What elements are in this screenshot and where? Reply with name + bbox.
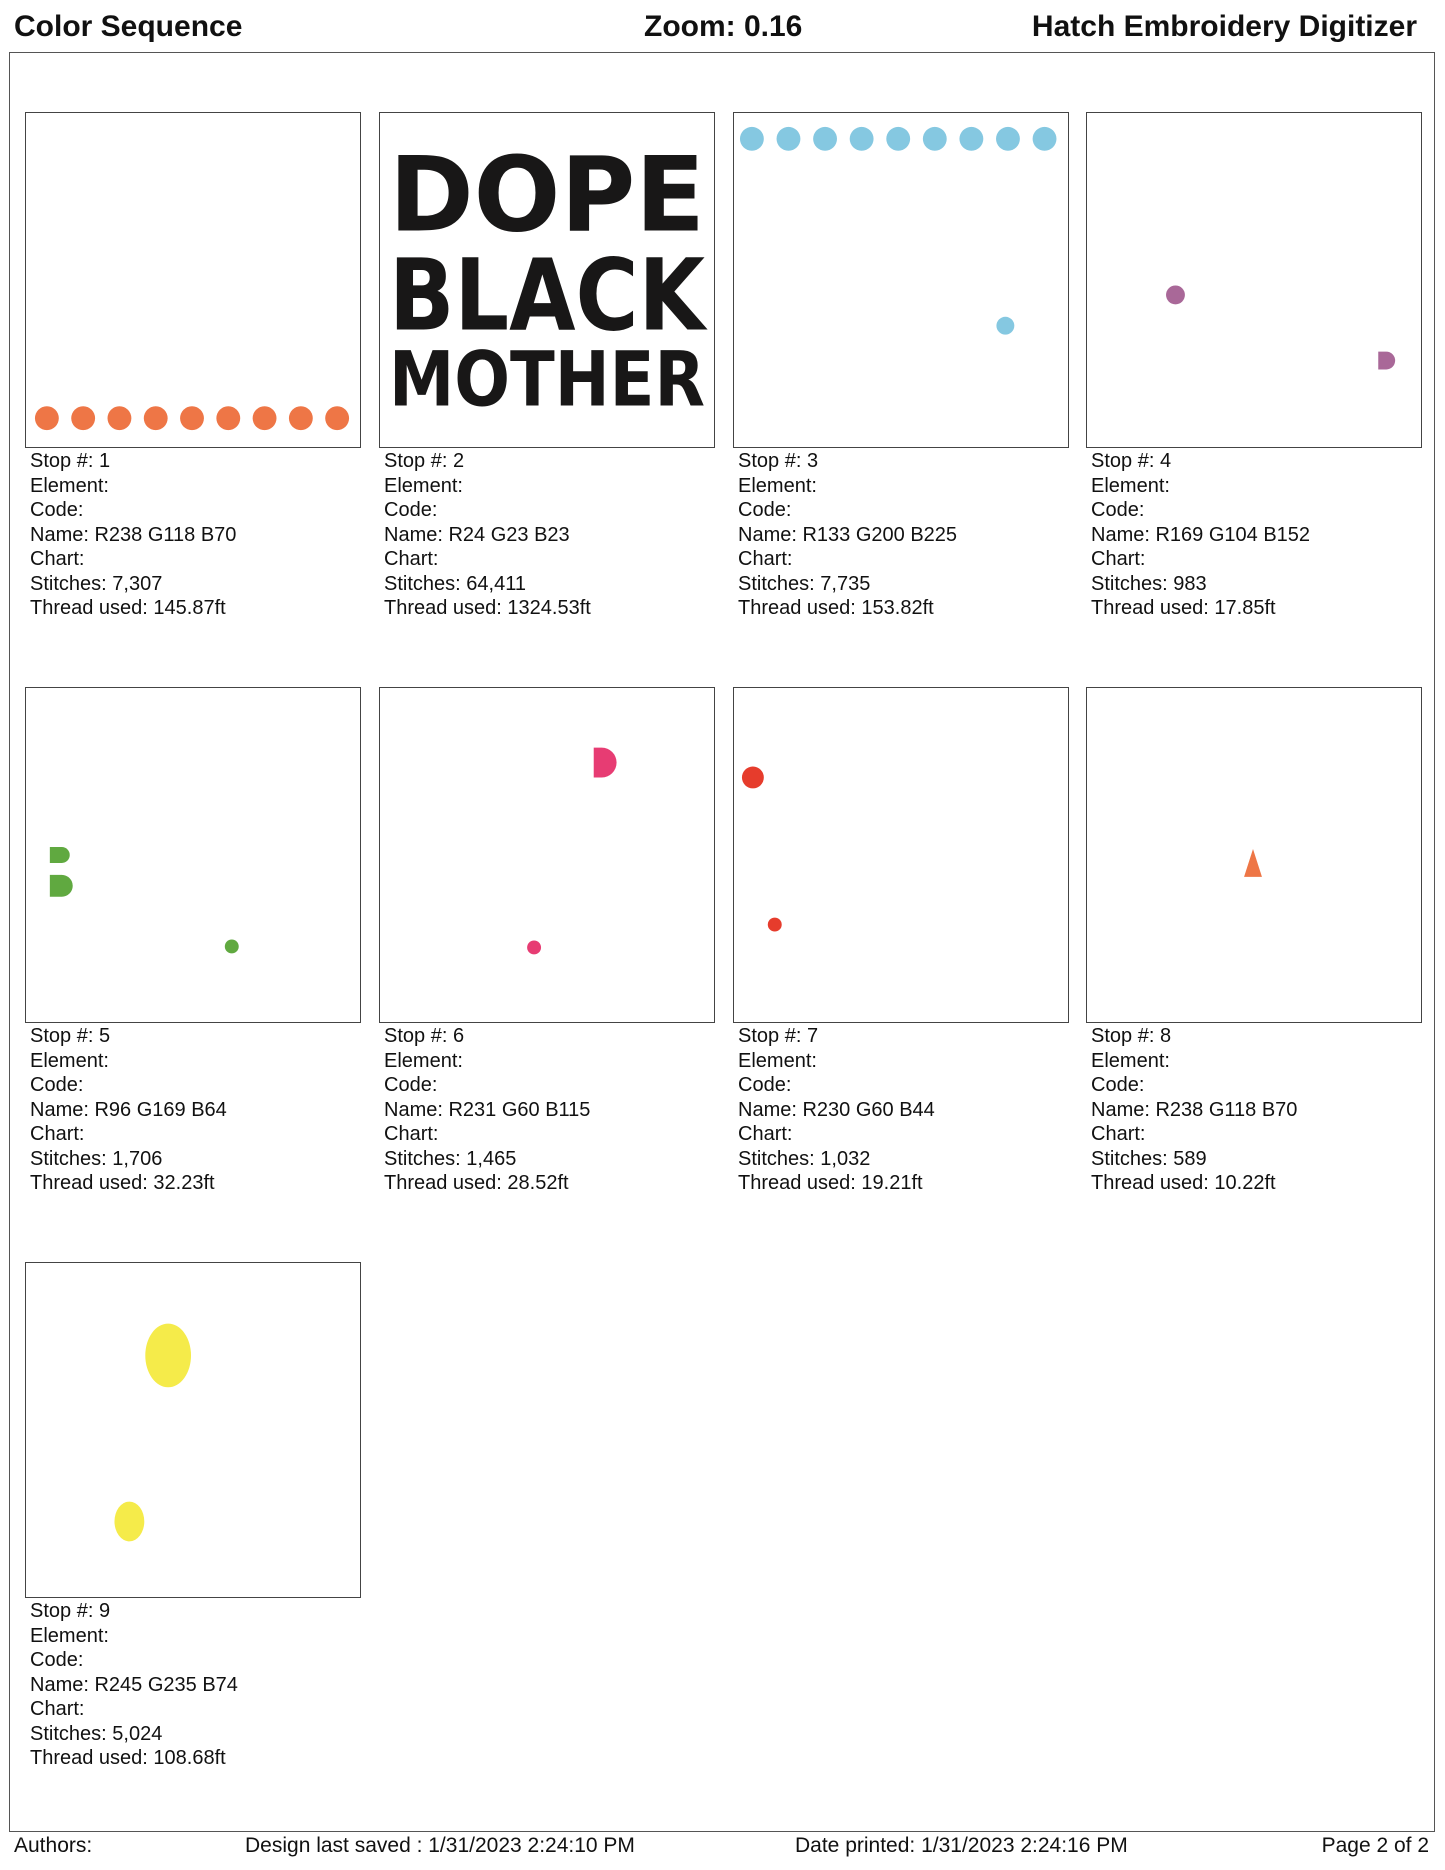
stitch-dot: [850, 127, 874, 151]
stop-info: [30, 1024, 363, 1196]
code-label: Code:: [1091, 499, 1145, 521]
stitch-dot: [289, 406, 313, 430]
stop-thumbnail-artwork: [26, 1263, 360, 1597]
stop-number: Stop #: 1: [30, 450, 111, 472]
code-label: Code:: [1091, 1074, 1145, 1096]
stop-thumbnail-artwork: [1087, 113, 1421, 447]
element-label: Element:: [738, 474, 817, 497]
stop-thumbnail-artwork: [1087, 688, 1421, 1022]
stop-info: [738, 1024, 1071, 1196]
stitch-dot: [1166, 285, 1185, 304]
artwork-line-3: MOTHER: [388, 335, 706, 424]
stop-thumbnail-artwork: [26, 688, 360, 1022]
code-label: Code:: [30, 1649, 84, 1671]
report-title: Color Sequence: [14, 10, 243, 43]
stop-thumbnail-artwork: [734, 688, 1068, 1022]
code-label: Code:: [384, 1074, 438, 1096]
stop-number: Stop #: 7: [738, 1025, 819, 1047]
stitch-dot: [253, 406, 277, 430]
stitch-dot: [144, 406, 168, 430]
zoom-level: Zoom: 0.16: [644, 10, 803, 43]
stitch-dot: [886, 127, 910, 151]
stitch-dot: [959, 127, 983, 151]
element-label: Element:: [738, 1049, 817, 1072]
stitch-count: Stitches: 7,307: [30, 572, 163, 595]
stop-thumbnail: [733, 687, 1069, 1023]
artwork-line-1: DOPE: [388, 135, 706, 256]
stitch-count: Stitches: 1,706: [30, 1147, 163, 1170]
stop-info: [30, 449, 363, 621]
stop-number: Stop #: 5: [30, 1025, 111, 1047]
chart-label: Chart:: [384, 548, 439, 570]
stop-8: [1086, 687, 1424, 1196]
element-label: Element:: [384, 474, 463, 497]
stitch-dot: [216, 406, 240, 430]
stop-thumbnail: [25, 1262, 361, 1598]
stop-number: Stop #: 8: [1091, 1025, 1172, 1047]
app-name: Hatch Embroidery Digitizer: [1031, 10, 1417, 43]
stop-thumbnail-artwork: [380, 113, 714, 447]
stitch-dot: [740, 127, 764, 151]
code-label: Code:: [738, 1074, 792, 1096]
authors-label: Authors:: [14, 1834, 93, 1857]
stitch-count: Stitches: 1,032: [738, 1147, 871, 1170]
stop-info: [738, 449, 1071, 621]
stop-3: [733, 112, 1071, 621]
stitch-triangle: [1244, 849, 1262, 877]
color-name: Name: R245 G235 B74: [30, 1673, 238, 1696]
page-number: Page 2 of 2: [1321, 1834, 1429, 1857]
artwork-line-2: BLACK: [388, 238, 709, 354]
color-name: Name: R169 G104 B152: [1091, 523, 1311, 546]
stop-number: Stop #: 2: [384, 450, 465, 472]
thread-used: Thread used: 32.23ft: [30, 1172, 215, 1194]
element-label: Element:: [1091, 1049, 1170, 1072]
stop-thumbnail: [379, 687, 715, 1023]
stop-info: [384, 1024, 717, 1196]
thread-used: Thread used: 10.22ft: [1091, 1172, 1276, 1194]
stop-6: [379, 687, 717, 1196]
stitch-dot: [225, 939, 239, 953]
thread-used: Thread used: 19.21ft: [738, 1172, 923, 1194]
date-printed: Date printed: 1/31/2023 2:24:16 PM: [795, 1834, 1128, 1857]
chart-label: Chart:: [1091, 548, 1146, 570]
stop-thumbnail: [1086, 687, 1422, 1023]
stitch-count: Stitches: 5,024: [30, 1722, 163, 1745]
color-name: Name: R96 G169 B64: [30, 1098, 227, 1121]
stitch-count: Stitches: 589: [1091, 1147, 1207, 1170]
stop-info: [30, 1599, 363, 1771]
stitch-oval-large: [145, 1324, 191, 1388]
code-label: Code:: [738, 499, 792, 521]
stitch-oval-small: [114, 1502, 144, 1542]
stitch-letter-d: [594, 748, 617, 778]
code-label: Code:: [30, 499, 84, 521]
stop-7: [733, 687, 1071, 1196]
chart-label: Chart:: [30, 1123, 85, 1145]
stop-5: [25, 687, 363, 1196]
stop-1: [25, 112, 363, 621]
dope-black-mother-artwork: [389, 135, 709, 423]
stop-info: [1091, 449, 1424, 621]
chart-label: Chart:: [738, 1123, 793, 1145]
thread-used: Thread used: 145.87ft: [30, 597, 226, 619]
color-name: Name: R133 G200 B225: [738, 523, 958, 546]
stitch-dot: [325, 406, 349, 430]
stitch-dot: [742, 767, 764, 789]
stop-number: Stop #: 6: [384, 1025, 465, 1047]
stop-thumbnail: [25, 112, 361, 448]
stop-info: [384, 449, 717, 621]
stitch-letter-b-bottom: [50, 875, 73, 897]
stop-thumbnail: [733, 112, 1069, 448]
stop-2: [379, 112, 717, 621]
element-label: Element:: [30, 1049, 109, 1072]
chart-label: Chart:: [30, 548, 85, 570]
stitch-dot: [527, 940, 541, 954]
stop-thumbnail-artwork: [734, 113, 1068, 447]
thread-used: Thread used: 17.85ft: [1091, 597, 1276, 619]
color-name: Name: R231 G60 B115: [384, 1098, 591, 1121]
code-label: Code:: [384, 499, 438, 521]
stop-thumbnail: [1086, 112, 1422, 448]
thread-used: Thread used: 153.82ft: [738, 597, 934, 619]
element-label: Element:: [30, 474, 109, 497]
page-footer: [0, 1834, 1445, 1864]
stop-number: Stop #: 4: [1091, 450, 1172, 472]
stitch-dot: [996, 317, 1014, 335]
stitch-dot: [71, 406, 95, 430]
stop-thumbnail: [25, 687, 361, 1023]
chart-label: Chart:: [30, 1698, 85, 1720]
element-label: Element:: [384, 1049, 463, 1072]
thread-used: Thread used: 1324.53ft: [384, 597, 591, 619]
stop-thumbnail: [379, 112, 715, 448]
code-label: Code:: [30, 1074, 84, 1096]
stop-thumbnail-artwork: [380, 688, 714, 1022]
stitch-dot: [180, 406, 204, 430]
element-label: Element:: [30, 1624, 109, 1647]
stop-4: [1086, 112, 1424, 621]
chart-label: Chart:: [738, 548, 793, 570]
stitch-dot: [1033, 127, 1057, 151]
chart-label: Chart:: [384, 1123, 439, 1145]
stitch-dot: [35, 406, 59, 430]
stitch-letter-b-top: [50, 847, 70, 863]
thread-used: Thread used: 28.52ft: [384, 1172, 569, 1194]
stitch-dot: [768, 918, 782, 932]
element-label: Element:: [1091, 474, 1170, 497]
stitch-count: Stitches: 1,465: [384, 1147, 517, 1170]
stitch-count: Stitches: 983: [1091, 572, 1207, 595]
stop-number: Stop #: 9: [30, 1600, 111, 1622]
stitch-letter-d: [1378, 352, 1395, 370]
color-name: Name: R24 G23 B23: [384, 523, 570, 546]
stop-9: [25, 1262, 363, 1771]
stitch-count: Stitches: 64,411: [384, 572, 526, 595]
stitch-dot: [923, 127, 947, 151]
design-last-saved: Design last saved : 1/31/2023 2:24:10 PM: [245, 1834, 635, 1857]
color-name: Name: R230 G60 B44: [738, 1098, 935, 1121]
color-name: Name: R238 G118 B70: [1091, 1098, 1298, 1121]
stop-number: Stop #: 3: [738, 450, 819, 472]
stitch-dot: [108, 406, 132, 430]
color-name: Name: R238 G118 B70: [30, 523, 237, 546]
stitch-dot: [777, 127, 801, 151]
chart-label: Chart:: [1091, 1123, 1146, 1145]
thread-used: Thread used: 108.68ft: [30, 1747, 226, 1769]
stitch-dot: [813, 127, 837, 151]
stitch-count: Stitches: 7,735: [738, 572, 871, 595]
stop-thumbnail-artwork: [26, 113, 360, 447]
stop-info: [1091, 1024, 1424, 1196]
stitch-dot: [996, 127, 1020, 151]
